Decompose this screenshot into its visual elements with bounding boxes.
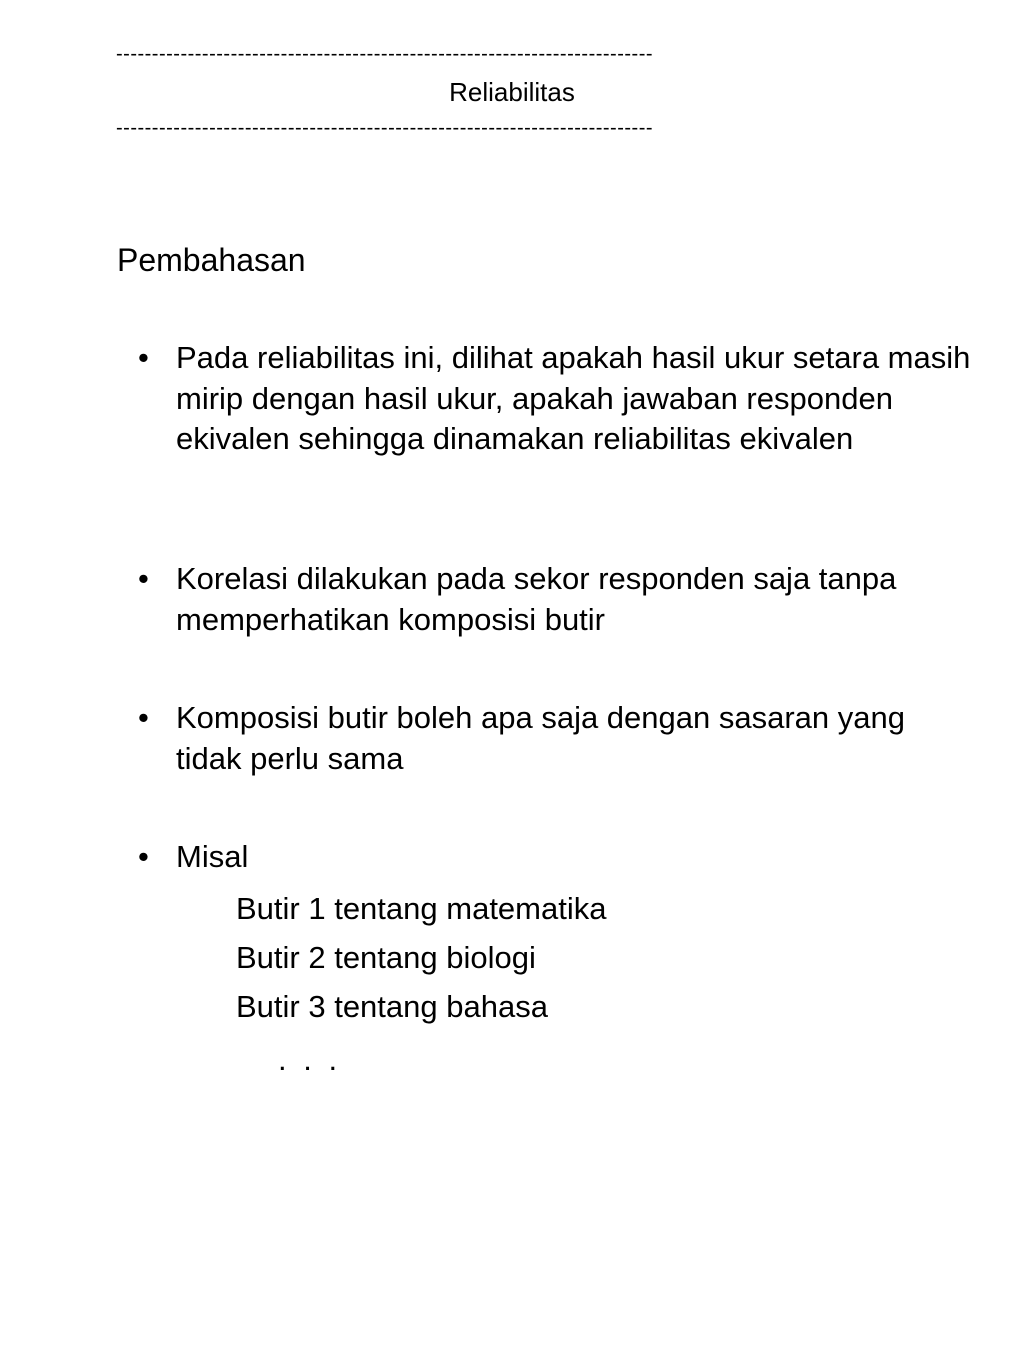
bullet-text: Korelasi dilakukan pada sekor responden saja tanpa memperhatikan komposisi butir (176, 561, 897, 637)
bullet-text: Misal (176, 839, 249, 874)
header-rule-bottom: --------------------------------------------------------------------------- (116, 118, 654, 138)
page-title: Reliabilitas (449, 77, 575, 107)
header-rule-top: --------------------------------------------------------------------------- (116, 44, 654, 64)
bullet-icon: • (138, 561, 149, 596)
section-heading: Pembahasan (117, 242, 306, 278)
example-item: Butir 3 tentang bahasa (236, 989, 548, 1024)
bullet-icon: • (138, 700, 149, 735)
bullet-item (138, 837, 978, 878)
bullet-text: Komposisi butir boleh apa saja dengan sasaran yang tidak perlu sama (176, 700, 905, 776)
bullet-icon: • (138, 839, 149, 874)
bullet-item (138, 338, 978, 460)
example-item: Butir 2 tentang biologi (236, 940, 536, 975)
continuation-ellipsis: . . . (278, 1042, 342, 1077)
example-item: Butir 1 tentang matematika (236, 891, 607, 926)
example-list (236, 884, 606, 1031)
bullet-item (138, 559, 978, 640)
bullet-item (138, 698, 978, 779)
bullet-icon: • (138, 340, 149, 375)
bullet-text: Pada reliabilitas ini, dilihat apakah hasil ukur setara masih mirip dengan hasil ukur, apakah jawaban responden ekivalen sehingga dinamakan reliabilitas ekivalen (176, 340, 971, 456)
